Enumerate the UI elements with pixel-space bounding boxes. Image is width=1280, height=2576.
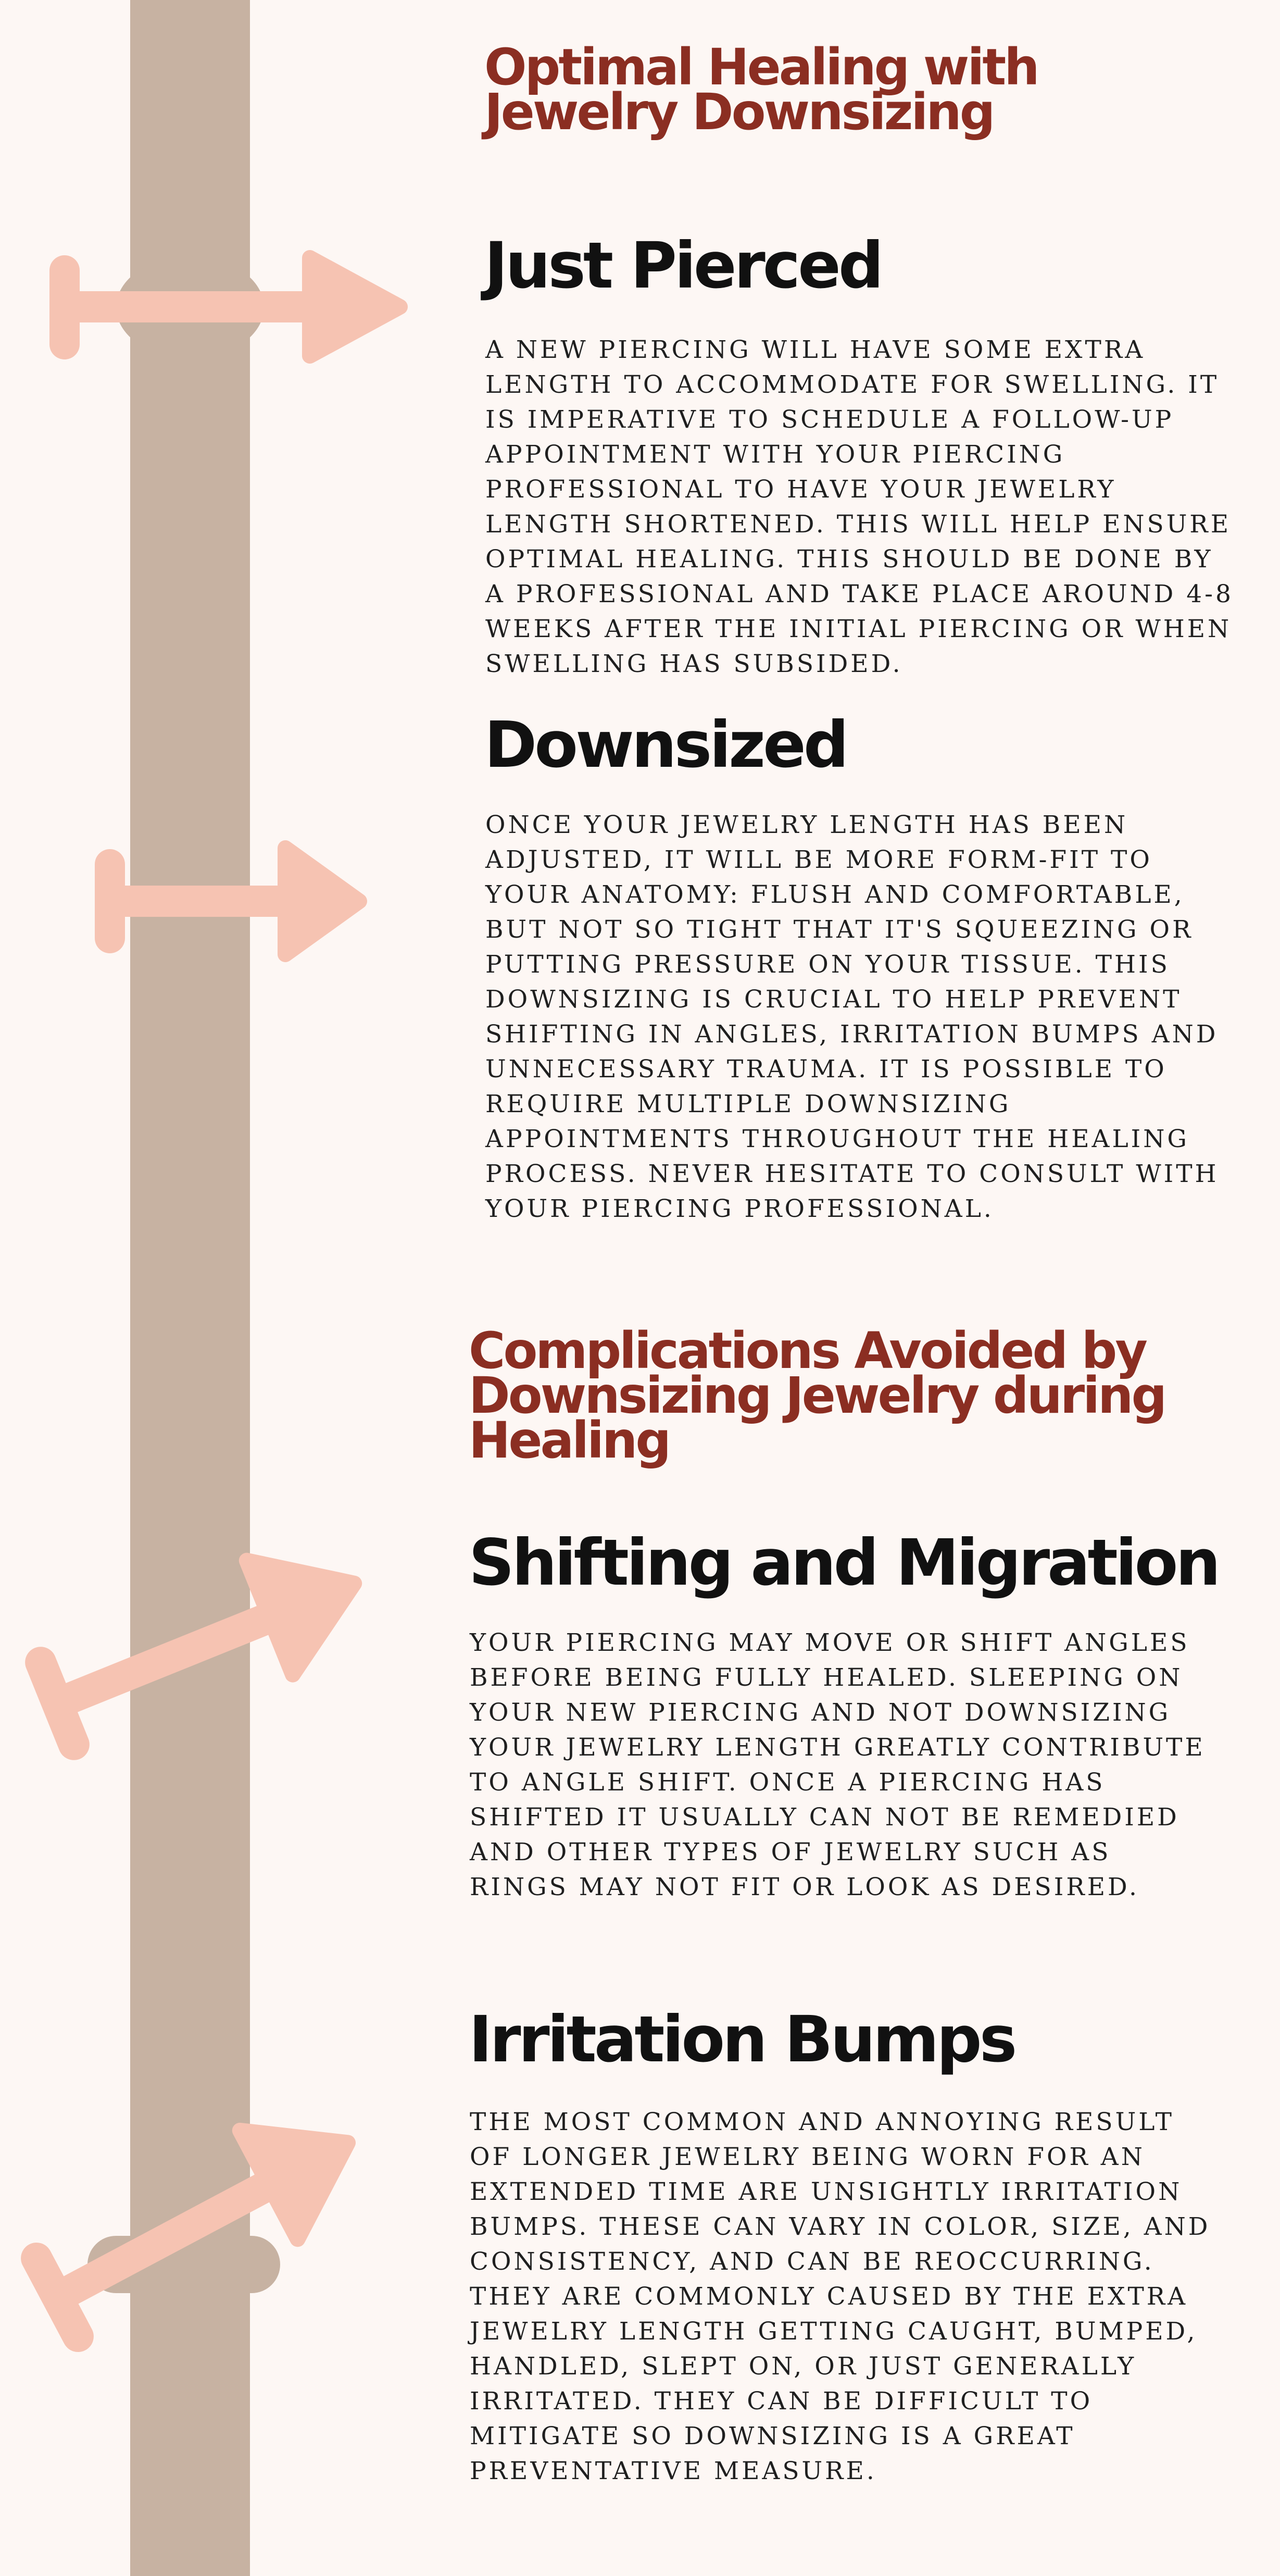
heading-just-pierced: Just Pierced	[484, 229, 882, 303]
section-title-complications: Complications Avoided by Downsizing Jewelry during Healing	[469, 1322, 1165, 1470]
body-just-pierced: A NEW PIERCING WILL HAVE SOME EXTRA LENGTH TO ACCOMMODATE FOR SWELLING. IT IS IMPERATIVE TO SCHEDULE A FOLLOW-UP APPOINTMENT WITH YOUR PIERCING PROFESSIONAL TO HAVE YOUR JEWELRY LENGTH SHORTENED. THIS WILL HELP ENSURE OPTIMAL HEALING. THIS SHOULD BE DONE BY A PROFESSIONAL AND TAKE PLACE AROUND 4-8 WEEKS AFTER THE INITIAL PIERCING OR WHEN SWELLING HAS SUBSIDED.	[485, 335, 1234, 678]
just-pierced-arrow-icon	[49, 255, 400, 359]
body-irritation-bumps: THE MOST COMMON AND ANNOYING RESULT OF LONGER JEWELRY BEING WORN FOR AN EXTENDED TIME ARE UNSIGHTLY IRRITATION BUMPS. THESE CAN VARY IN COLOR, SIZE, AND CONSISTENCY, AND CAN BE REOCCURRING. THEY ARE COMMONLY CAUSED BY THE EXTRA JEWELRY LENGTH GETTING CAUGHT, BUMPED, HANDLED, SLEPT ON, OR JUST GENERALLY IRRITATED. THEY CAN BE DIFFICULT TO MITIGATE SO DOWNSIZING IS A GREAT PREVENTATIVE MEASURE.	[470, 2108, 1211, 2485]
section-title-optimal-healing: Optimal Healing with Jewelry Downsizing	[484, 38, 1038, 141]
heading-irritation-bumps: Irritation Bumps	[469, 2002, 1015, 2076]
body-downsized: ONCE YOUR JEWELRY LENGTH HAS BEEN ADJUSTED, IT WILL BE MORE FORM-FIT TO YOUR ANATOMY: FLUSH AND COMFORTABLE, BUT NOT SO TIGHT THAT IT'S SQUEEZING OR PUTTING PRESSURE ON YOUR TISSUE. THIS DOWNSIZING IS CRUCIAL TO HELP PREVENT SHIFTING IN ANGLES, IRRITATION BUMPS AND UNNECESSARY TRAUMA. IT IS POSSIBLE TO REQUIRE MULTIPLE DOWNSIZING APPOINTMENTS THROUGHOUT THE HEALING PROCESS. NEVER HESITATE TO CONSULT WITH YOUR PIERCING PROFESSIONAL.	[485, 811, 1219, 1223]
heading-shifting-migration: Shifting and Migration	[469, 1526, 1219, 1600]
heading-downsized: Downsized	[484, 708, 847, 782]
body-shifting-migration: YOUR PIERCING MAY MOVE OR SHIFT ANGLES BEFORE BEING FULLY HEALED. SLEEPING ON YOUR NEW PIERCING AND NOT DOWNSIZING YOUR JEWELRY LENGTH GREATLY CONTRIBUTE TO ANGLE SHIFT. ONCE A PIERCING HAS SHIFTED IT USUALLY CAN NOT BE REMEDIED AND OTHER TYPES OF JEWELRY SUCH AS RINGS MAY NOT FIT OR LOOK AS DESIRED.	[470, 1628, 1206, 1901]
